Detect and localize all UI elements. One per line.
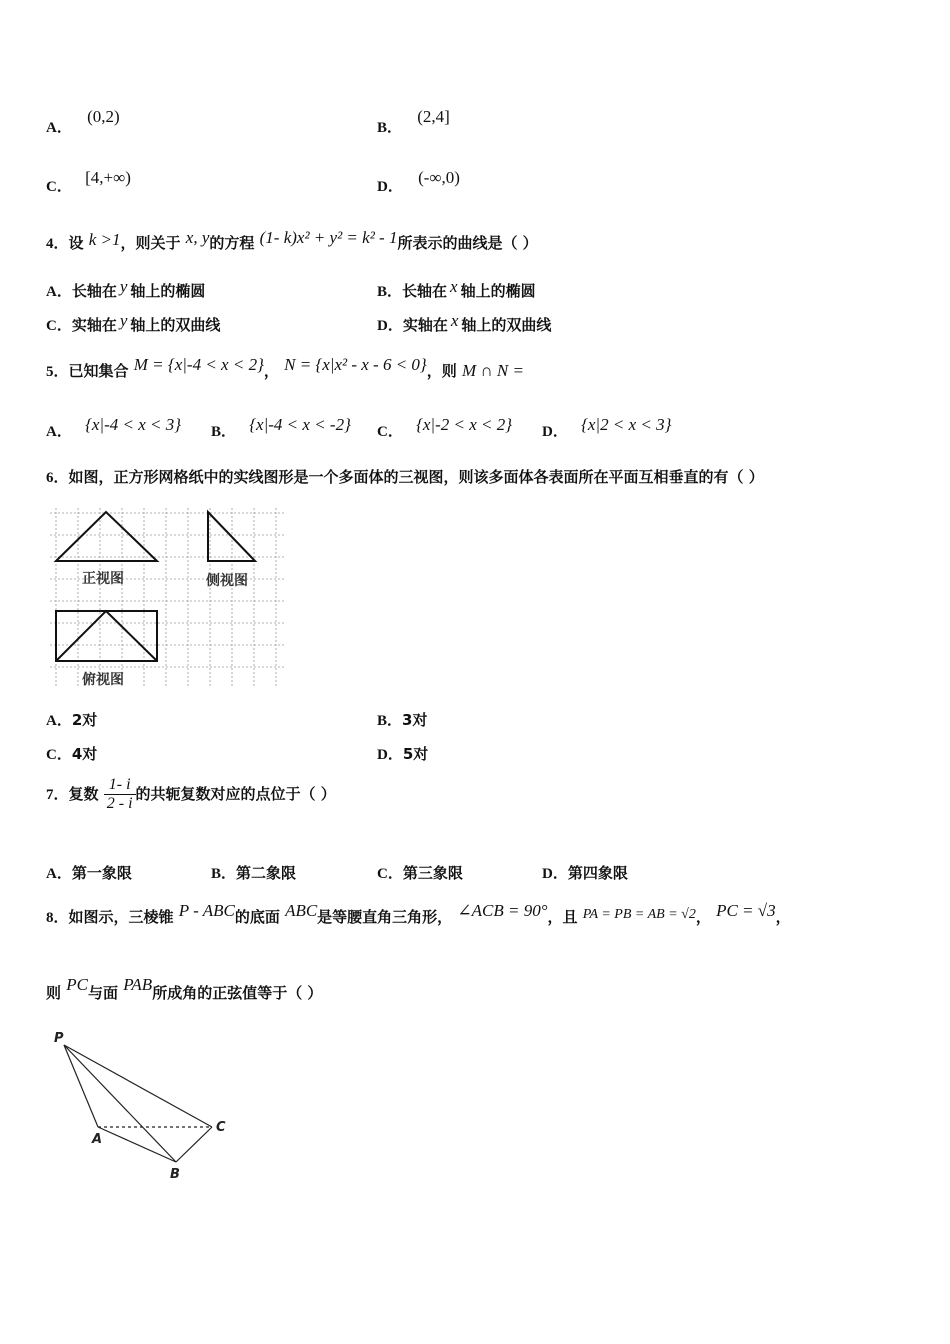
q5-set-m: M = {x|-4 < x < 2} <box>133 355 264 374</box>
option-math: {x|-4 < x < 3} <box>85 415 182 434</box>
edge-pb <box>64 1045 176 1162</box>
q5-text: 已知集合 <box>68 362 129 380</box>
option-label: A． <box>46 424 72 440</box>
q8-text: ， <box>695 908 711 926</box>
q6-option-a <box>46 709 97 730</box>
q8-text: 则 <box>46 984 62 1002</box>
front-view-label: 正视图 <box>82 571 124 587</box>
q5-math: M ∩ N = <box>461 361 524 380</box>
option-label: D． <box>377 179 403 195</box>
q4-stem <box>46 228 538 253</box>
option-label: C． <box>377 866 403 882</box>
option-label: A． <box>46 120 72 136</box>
top-view-label: 俯视图 <box>82 672 124 688</box>
option-label: B． <box>211 424 237 440</box>
q5-stem <box>46 355 524 381</box>
q8-text: ，且 <box>547 908 578 926</box>
q5-set-n: N = {x|x² - x - 6 < 0} <box>284 355 427 374</box>
option-math: y <box>119 311 128 330</box>
q8-text: 与面 <box>87 984 118 1002</box>
question-number: 7． <box>46 787 69 803</box>
q8-stem-line2 <box>46 975 323 1003</box>
option-text: 轴上的椭圆 <box>460 282 536 300</box>
option-math: x <box>450 311 459 330</box>
q8-stem-line1 <box>46 901 791 927</box>
option-label: D． <box>377 747 403 763</box>
option-math: {x|-4 < x < -2} <box>249 415 351 434</box>
question-number: 8． <box>46 910 69 926</box>
q8-math: PAB <box>123 975 153 994</box>
edge-pc <box>64 1045 212 1127</box>
q4-option-a <box>46 277 206 301</box>
option-label: A． <box>46 284 72 300</box>
front-view-triangle <box>56 512 157 561</box>
q4-math: x, y <box>185 228 210 247</box>
fraction-numerator: 1- i <box>104 776 136 795</box>
top-view-rectangle <box>56 611 157 661</box>
option-text: 实轴在 <box>71 316 117 334</box>
q7-option-c <box>377 862 463 883</box>
top-view-ridge <box>56 611 157 661</box>
edge-bc <box>176 1127 212 1162</box>
point-p-label: P <box>54 1031 64 1046</box>
q3-option-b <box>377 107 450 137</box>
q7-stem <box>46 776 336 813</box>
option-label: D． <box>542 866 568 882</box>
side-view-label: 侧视图 <box>206 573 248 589</box>
option-label: D． <box>377 318 403 334</box>
q3-option-a <box>46 107 120 137</box>
option-math: {x|2 < x < 3} <box>581 415 672 434</box>
q6-stem <box>46 466 764 487</box>
option-math: (-∞,0) <box>418 168 460 187</box>
q4-option-d <box>377 311 552 335</box>
q8-math: PA = PB = AB = √2 <box>582 907 696 922</box>
three-view-figure <box>46 503 296 693</box>
q8-text: 所成角的正弦值等于（ ） <box>152 984 323 1002</box>
option-math: (0,2) <box>87 107 120 126</box>
option-text: 实轴在 <box>402 316 448 334</box>
q8-math: PC = √3 <box>716 901 776 920</box>
q8-math: ∠ACB = 90° <box>457 901 548 920</box>
q6-text: 如图，正方形网格纸中的实线图形是一个多面体的三视图，则该多面体各表面所在平面互相垂直的有（ ） <box>68 468 764 486</box>
option-text: 轴上的椭圆 <box>130 282 206 300</box>
q4-math: k >1 <box>88 230 121 249</box>
q3-option-c <box>46 168 131 196</box>
q5-text: ，则 <box>426 362 457 380</box>
side-view-triangle <box>208 512 255 561</box>
option-math: y <box>119 277 128 296</box>
option-label: C． <box>46 179 72 195</box>
option-label: B． <box>377 713 403 729</box>
q5-option-a <box>46 415 182 441</box>
option-text: 轴上的双曲线 <box>130 316 221 334</box>
option-text: 2对 <box>71 711 98 729</box>
q7-option-d <box>542 862 628 883</box>
option-text: 第二象限 <box>236 864 297 882</box>
option-text: 第一象限 <box>71 864 132 882</box>
option-label: B． <box>377 284 403 300</box>
q8-math: ABC <box>285 901 318 920</box>
question-number: 4． <box>46 236 69 252</box>
q3-option-d <box>377 168 460 196</box>
q5-option-d <box>542 415 672 441</box>
q5-option-b <box>211 415 351 441</box>
option-label: B． <box>211 866 237 882</box>
q7-fraction <box>104 776 136 813</box>
q6-option-d <box>377 743 428 764</box>
q7-option-b <box>211 862 296 883</box>
option-label: D． <box>542 424 568 440</box>
q8-math: PC <box>66 975 88 994</box>
option-label: C． <box>46 318 72 334</box>
q8-math: P - ABC <box>178 901 235 920</box>
option-text: 3对 <box>402 711 428 729</box>
option-text: 第三象限 <box>402 864 463 882</box>
q4-equation: (1- k)x² + y² = k² - 1 <box>259 228 398 247</box>
option-label: A． <box>46 866 72 882</box>
point-c-label: C <box>216 1120 226 1135</box>
q8-text: 如图示，三棱锥 <box>68 908 174 926</box>
option-label: A． <box>46 713 72 729</box>
q8-text: 的底面 <box>234 908 280 926</box>
option-text: 5对 <box>402 745 429 763</box>
option-label: B． <box>377 120 403 136</box>
q4-option-c <box>46 311 221 335</box>
q8-text: ， <box>775 908 791 926</box>
q8-text: 是等腰直角三角形， <box>317 908 453 926</box>
q5-text: ， <box>263 362 279 380</box>
q7-text: 复数 <box>68 785 99 803</box>
question-number: 6． <box>46 470 69 486</box>
option-math: {x|-2 < x < 2} <box>416 415 513 434</box>
point-a-label: A <box>92 1132 103 1147</box>
q4-text: 的方程 <box>209 234 255 252</box>
q7-text: 的共轭复数对应的点位于（ ） <box>135 785 336 803</box>
edge-pa <box>64 1045 98 1127</box>
q4-option-b <box>377 277 536 301</box>
option-math: (2,4] <box>417 107 450 126</box>
q4-text: 所表示的曲线是（ ） <box>397 234 538 252</box>
option-text: 4对 <box>71 745 98 763</box>
pyramid-figure <box>46 1025 246 1185</box>
option-text: 长轴在 <box>71 282 117 300</box>
q7-option-a <box>46 862 132 883</box>
fraction-denominator: 2 - i <box>106 795 133 812</box>
q6-option-b <box>377 709 427 730</box>
option-math: x <box>450 277 458 296</box>
edge-ab <box>98 1127 176 1162</box>
option-math: [4,+∞) <box>85 168 131 187</box>
option-text: 轴上的双曲线 <box>461 316 552 334</box>
option-text: 长轴在 <box>402 282 448 300</box>
q6-option-c <box>46 743 97 764</box>
point-b-label: B <box>170 1167 180 1182</box>
option-text: 第四象限 <box>567 864 628 882</box>
q5-option-c <box>377 415 513 441</box>
q4-text: 设 <box>68 234 84 252</box>
q4-text: ，则关于 <box>120 234 181 252</box>
option-label: C． <box>46 747 72 763</box>
option-label: C． <box>377 424 403 440</box>
question-number: 5． <box>46 364 69 380</box>
